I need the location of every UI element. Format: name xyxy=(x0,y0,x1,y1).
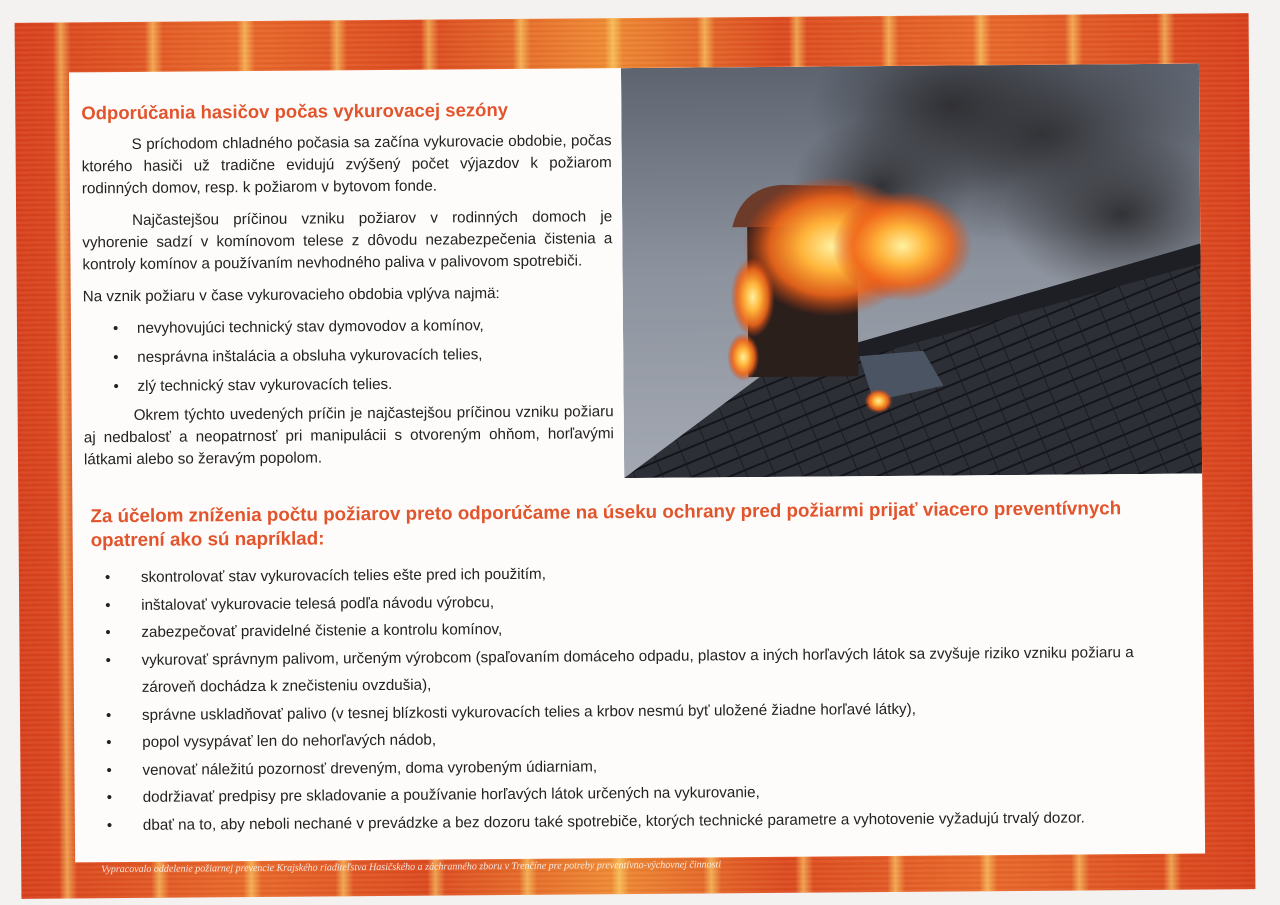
bullet-icon: • xyxy=(106,761,112,779)
list-item: • nesprávna inštalácia a obsluha vykurovacích telies, xyxy=(113,343,613,369)
bullet-icon: • xyxy=(105,651,111,669)
list-item: • zlý technický stav vykurovacích telies. xyxy=(113,372,613,398)
list-item-text: vykurovať správnym palivom, určeným výrobcom (spaľovaním domáceho odpadu, plastov a iných horľavých látok sa zvyšuje riziko vzniku požiaru a zároveň dochádza k znečisteniu ovzdušia), xyxy=(141,643,1134,696)
list-item-text: dbať na to, aby neboli nechané v prevádzke a bez dozoru také spotrebiče, ktorých technické parametre a vyhotovenie vyžadujú trvalý dozor. xyxy=(142,808,1085,834)
chimney-fire-illustration xyxy=(621,64,1202,479)
list-item-text: inštalovať vykurovacie telesá podľa návodu výrobcu, xyxy=(141,593,495,614)
intro-paragraph: S príchodom chladného počasia sa začína vykurovacie obdobie, počas ktorého hasiči už tradične evidujú zvýšený počet výjazdov k požiarom rodinných domov, resp. k požiarom v bytovom fonde. xyxy=(81,132,612,198)
list-item-text: venovať náležitú pozornosť dreveným, doma vyrobeným údiarniam, xyxy=(142,757,598,779)
recommendations-heading: Za účelom zníženia počtu požiarov preto odporúčame na úseku ochrany pred požiarmi prijať viacero preventívnych opatrení ako sú napríklad: xyxy=(90,497,1122,551)
bullet-icon: • xyxy=(104,569,111,587)
bullet-icon: • xyxy=(105,706,112,724)
poster-border xyxy=(15,13,1256,899)
content-panel xyxy=(69,64,1205,863)
list-item: • nevyhovujúci technický stav dymovodov a komínov, xyxy=(113,314,613,340)
causes-lead: Na vznik požiaru v čase vykurovacieho obdobia vplýva najmä: xyxy=(82,285,500,306)
bullet-icon: • xyxy=(105,596,111,614)
chimney-fire-photo xyxy=(621,64,1202,479)
closing-paragraph: Okrem týchto uvedených príčin je najčastejšou príčinou vzniku požiaru aj nedbalosť a neopatrnosť pri manipulácii s otvoreným ohňom, horľavými látkami alebo so žeravým popolom. xyxy=(83,403,614,469)
intro-section xyxy=(81,130,614,481)
page-title: Odporúčania hasičov počas vykurovacej sezóny xyxy=(81,98,509,124)
bullet-icon: • xyxy=(106,816,113,834)
footer-credit: Vypracovalo oddelenie požiarnej prevencie Krajského riaditeľstva Hasičského a záchranného zboru v Trenčíne pre potreby preventívno-výchovnej činnosti xyxy=(101,859,722,876)
list-item-text: skontrolovať stav vykurovacích telies ešte pred ich použitím, xyxy=(140,565,546,586)
bullet-icon: • xyxy=(106,789,113,807)
list-item-text: popol vysypávať len do nehorľavých nádob, xyxy=(142,731,437,751)
list-item xyxy=(105,638,1185,701)
causes-list xyxy=(83,314,614,398)
bullet-icon: • xyxy=(106,734,112,752)
list-item-text: správne uskladňovať palivo (v tesnej blízkosti vykurovacích telies a krbov nesmú byť uložené žiadne horľavé látky), xyxy=(141,700,916,724)
list-item-text: zabezpečovať pravidelné čistenie a kontrolu komínov, xyxy=(141,621,503,641)
recommendations-list xyxy=(105,556,1187,839)
list-item-text: dodržiavať predpisy pre skladovanie a používanie horľavých látok určených na vykurovanie, xyxy=(142,784,760,806)
intro-paragraph: Najčastejšou príčinou vzniku požiarov v rodinných domoch je vyhorenie sadzí v komínovom telese z dôvodu nezabezpečenia čistenia a kontroly komínov a používaním nevhodného paliva v palivovom spotrebiči. xyxy=(82,208,613,274)
bullet-icon: • xyxy=(105,624,111,642)
